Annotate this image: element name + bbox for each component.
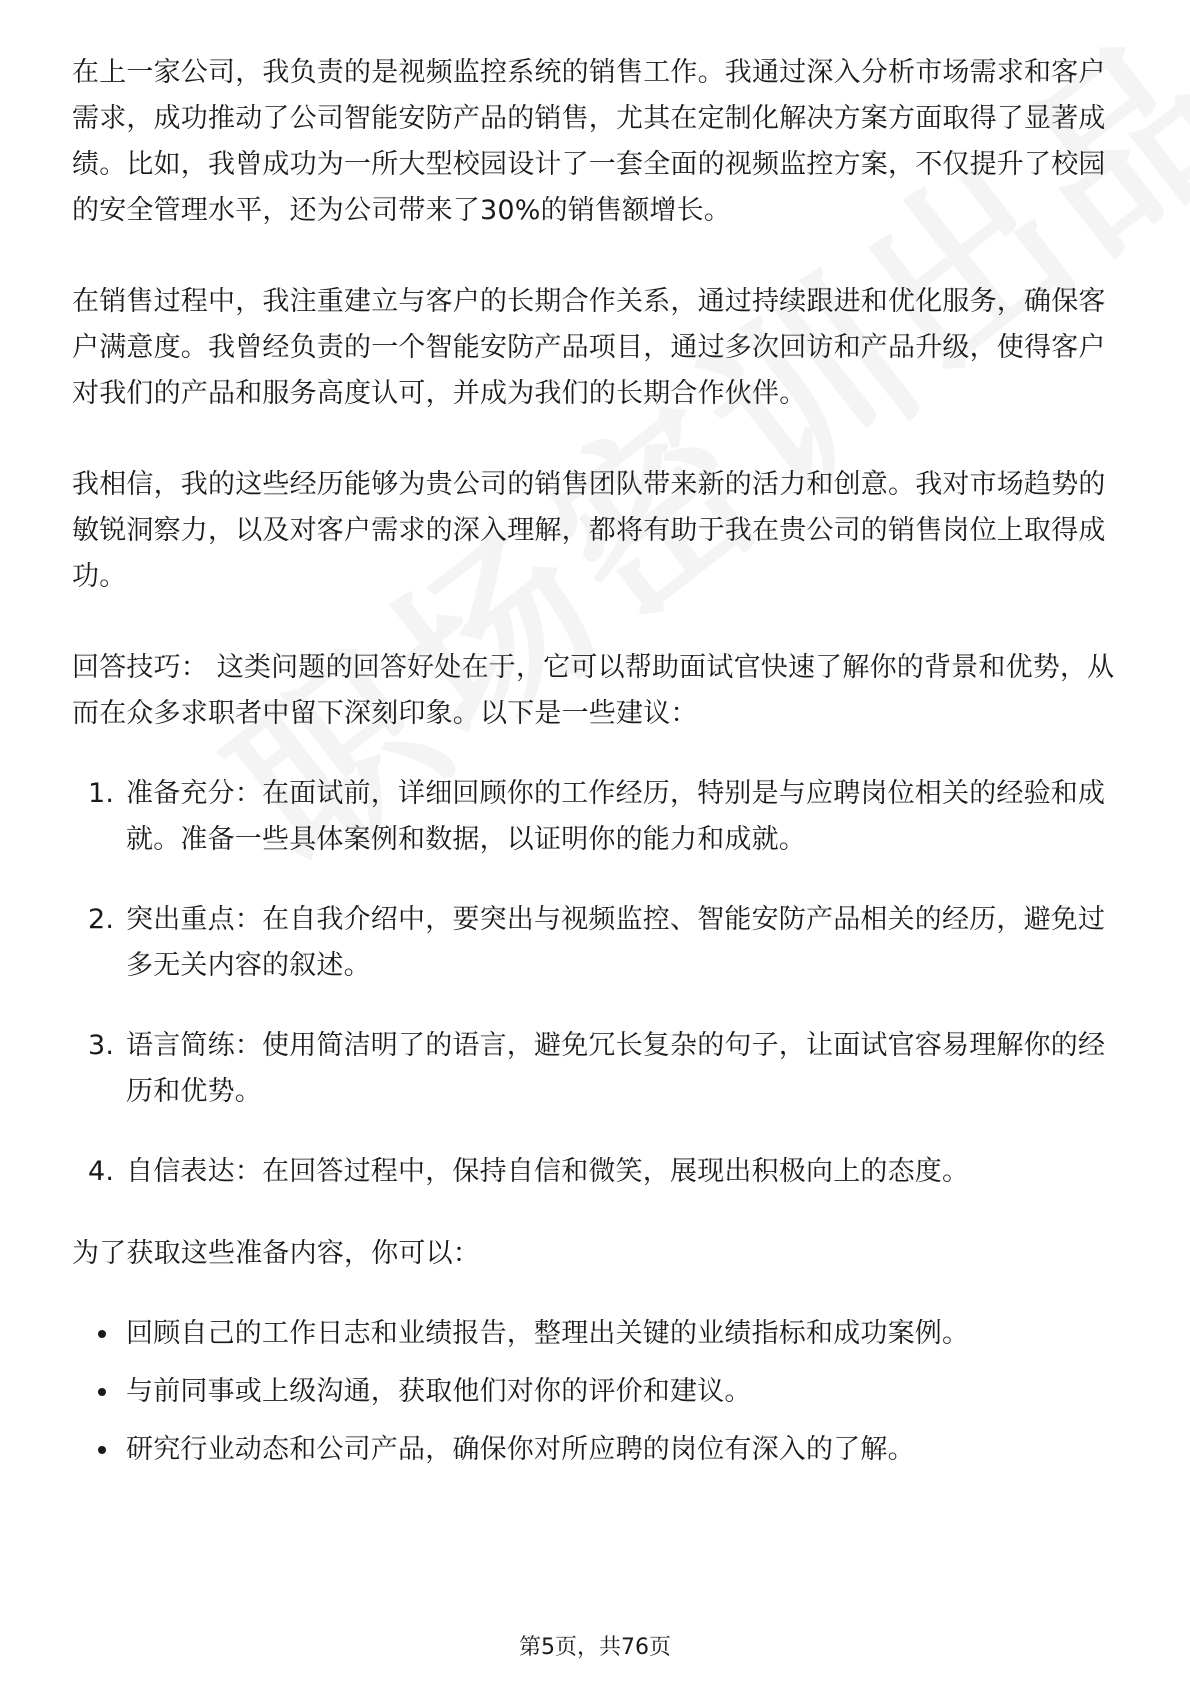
list-number: 2. (88, 904, 115, 935)
list-item (72, 1311, 1120, 1357)
bullet-icon (98, 1446, 106, 1454)
list-number: 1. (88, 778, 115, 809)
paragraph-previous-job: 在上一家公司，我负责的是视频监控系统的销售工作。我通过深入分析市场需求和客户需求，成功推动了公司智能安防产品的销售，尤其在定制化解决方案方面取得了显著成绩。比如，我曾成功为一所大型校园设计了一套全面的视频监控方案，不仅提升了校园的安全管理水平，还为公司带来了30%的销售额增长。 (72, 57, 1106, 226)
prep-list (72, 1311, 1120, 1473)
list-item (72, 1369, 1120, 1415)
list-item-text: 与前同事或上级沟通，获取他们对你的评价和建议。 (126, 1376, 752, 1407)
paragraph-sales-process: 在销售过程中，我注重建立与客户的长期合作关系，通过持续跟进和优化服务，确保客户满意度。我曾经负责的一个智能安防产品项目，通过多次回访和产品升级，使得客户对我们的产品和服务高度认可，并成为我们的长期合作伙伴。 (72, 286, 1106, 409)
list-item-text: 语言简练：使用简洁明了的语言，避免冗长复杂的句子，让面试官容易理解你的经历和优势。 (126, 1030, 1106, 1107)
list-item (72, 771, 1120, 863)
document-body (72, 50, 1120, 1485)
paragraph-answer-tips: 回答技巧： 这类问题的回答好处在于，它可以帮助面试官快速了解你的背景和优势，从而在众多求职者中留下深刻印象。以下是一些建议： (72, 652, 1115, 729)
paragraph-prep-intro: 为了获取这些准备内容，你可以： (72, 1238, 480, 1269)
list-item-text: 自信表达：在回答过程中，保持自信和微笑，展现出积极向上的态度。 (126, 1156, 970, 1187)
bullet-icon (98, 1330, 106, 1338)
list-item (72, 897, 1120, 989)
list-item (72, 1149, 1120, 1195)
list-number: 3. (88, 1030, 115, 1061)
list-item-text: 回顾自己的工作日志和业绩报告，整理出关键的业绩指标和成功案例。 (126, 1318, 970, 1349)
paragraph-belief: 我相信，我的这些经历能够为贵公司的销售团队带来新的活力和创意。我对市场趋势的敏锐洞察力，以及对客户需求的深入理解，都将有助于我在贵公司的销售岗位上取得成功。 (72, 469, 1106, 592)
list-item-text: 准备充分：在面试前，详细回顾你的工作经历，特别是与应聘岗位相关的经验和成就。准备一些具体案例和数据，以证明你的能力和成就。 (126, 778, 1106, 855)
bullet-icon (98, 1388, 106, 1396)
list-item-text: 突出重点：在自我介绍中，要突出与视频监控、智能安防产品相关的经历，避免过多无关内容的叙述。 (126, 904, 1106, 981)
list-item (72, 1023, 1120, 1115)
list-item-text: 研究行业动态和公司产品，确保你对所应聘的岗位有深入的了解。 (126, 1434, 915, 1465)
list-number: 4. (88, 1156, 115, 1187)
page-footer: 第5页，共76页 (519, 1635, 671, 1660)
tips-list (72, 771, 1120, 1195)
list-item (72, 1427, 1120, 1473)
